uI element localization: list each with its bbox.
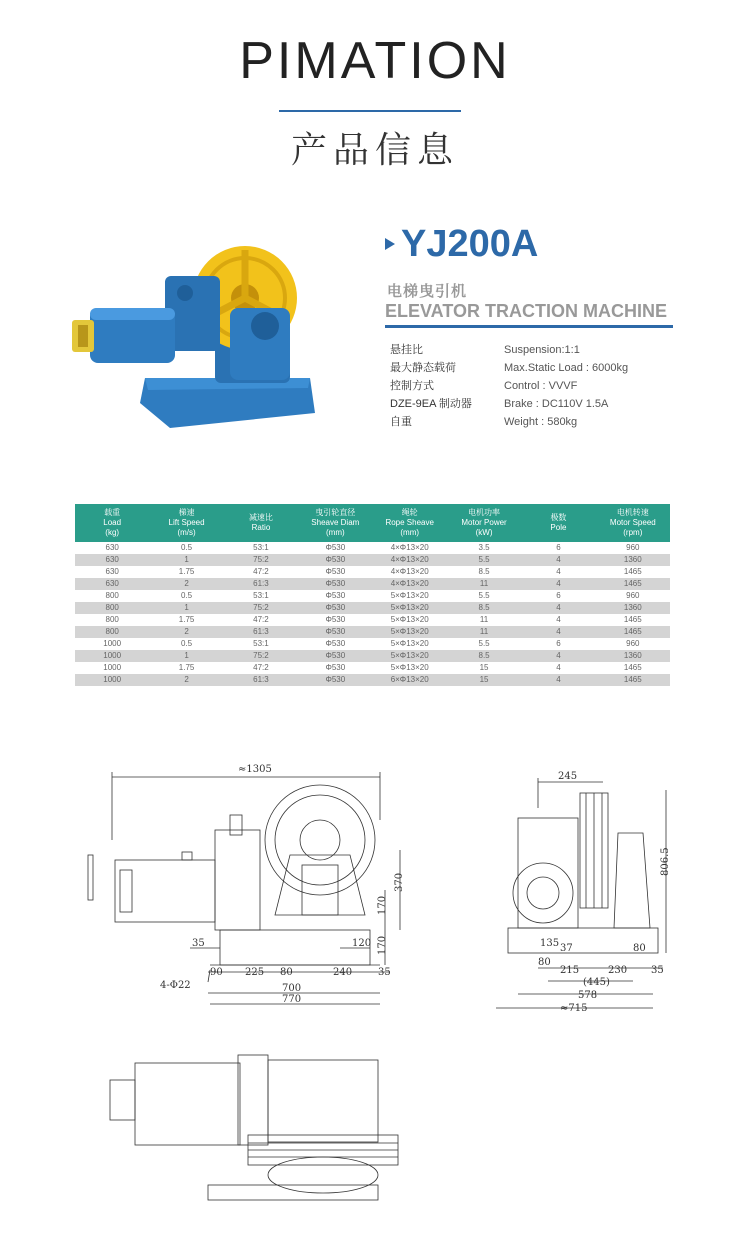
table-cell: 4: [521, 674, 595, 686]
spec-value: Brake : DC110V 1.5A: [504, 398, 609, 410]
table-cell: 6: [521, 590, 595, 602]
table-cell: Φ530: [298, 638, 372, 650]
table-cell: 630: [75, 578, 149, 590]
dim-h806: 806.5: [660, 847, 671, 876]
table-cell: Φ530: [298, 662, 372, 674]
table-cell: 61:3: [224, 578, 298, 590]
table-cell: Φ530: [298, 554, 372, 566]
table-cell: 960: [596, 542, 670, 554]
table-cell: 75:2: [224, 650, 298, 662]
table-cell: 53:1: [224, 590, 298, 602]
dim-715: ≈715: [560, 1003, 588, 1014]
table-cell: 1465: [596, 674, 670, 686]
dim-90: 90: [210, 967, 223, 978]
dim-80: 80: [280, 967, 293, 978]
table-cell: Φ530: [298, 566, 372, 578]
table-cell: 800: [75, 590, 149, 602]
table-row: [75, 614, 670, 626]
header-lift-speed: 梯速 Lift Speed (m/s): [149, 504, 223, 542]
header-load: 载重 Load (kg): [75, 504, 149, 542]
table-cell: 1360: [596, 602, 670, 614]
table-cell: 53:1: [224, 542, 298, 554]
spec-key: 控制方式: [390, 380, 434, 392]
header-rope-sheave: 绳轮 Rope Sheave (mm): [373, 504, 447, 542]
table-cell: 3.5: [447, 542, 521, 554]
table-row: [75, 602, 670, 614]
table-row: [75, 638, 670, 650]
table-cell: 630: [75, 542, 149, 554]
section-subtitle: 产品信息: [290, 129, 459, 170]
table-cell: 8.5: [447, 650, 521, 662]
table-cell: 47:2: [224, 662, 298, 674]
product-name-en: ELEVATOR TRACTION MACHINE: [385, 301, 667, 321]
table-cell: 1360: [596, 554, 670, 566]
header-pole: 极数 Pole: [521, 504, 595, 542]
table-cell: 6: [521, 542, 595, 554]
table-cell: 4: [521, 554, 595, 566]
table-row: [75, 674, 670, 686]
table-cell: 800: [75, 626, 149, 638]
dim-770: 770: [282, 994, 302, 1005]
table-cell: 800: [75, 602, 149, 614]
dim-35b: 35: [378, 967, 391, 978]
dim-245: 245: [558, 771, 578, 782]
table-cell: 75:2: [224, 602, 298, 614]
dim-overall: ≈1305: [238, 764, 272, 775]
table-cell: 75:2: [224, 554, 298, 566]
table-cell: Φ530: [298, 650, 372, 662]
table-cell: 6×Φ13×20: [373, 674, 447, 686]
spec-value: Control : VVVF: [504, 380, 578, 392]
table-cell: 11: [447, 614, 521, 626]
table-cell: 1000: [75, 674, 149, 686]
product-photo: [70, 228, 320, 438]
table-cell: 0.5: [149, 542, 223, 554]
table-cell: 1000: [75, 662, 149, 674]
dim-120: 120: [352, 938, 372, 949]
header-motor-power: 电机功率 Motor Power (kW): [447, 504, 521, 542]
dim-h170a: 170: [377, 895, 388, 915]
spec-key: 最大静态载荷: [390, 362, 456, 374]
table-cell: 5×Φ13×20: [373, 590, 447, 602]
table-cell: 8.5: [447, 566, 521, 578]
dim-35: 35: [192, 938, 205, 949]
table-cell: 1000: [75, 650, 149, 662]
dim-h370: 370: [394, 872, 405, 892]
model-heading: [385, 222, 538, 266]
header-sheave-diam: 曳引轮直径 Sheave Diam (mm): [298, 504, 372, 542]
spec-value: Weight : 580kg: [504, 416, 578, 428]
table-cell: 1: [149, 602, 223, 614]
product-name-cn: 电梯曳引机: [387, 283, 468, 300]
table-row: [75, 626, 670, 638]
table-row: [75, 566, 670, 578]
table-header-row: [75, 504, 670, 542]
table-cell: Φ530: [298, 590, 372, 602]
table-cell: 960: [596, 590, 670, 602]
table-cell: 11: [447, 626, 521, 638]
spec-value: Max.Static Load : 6000kg: [504, 362, 629, 374]
table-cell: 4: [521, 578, 595, 590]
table-cell: 1.75: [149, 662, 223, 674]
header-ratio: 减速比 Ratio: [224, 504, 298, 542]
table-cell: 1465: [596, 578, 670, 590]
table-cell: 4×Φ13×20: [373, 578, 447, 590]
table-row: [75, 542, 670, 554]
table-cell: 1465: [596, 566, 670, 578]
table-cell: 11: [447, 578, 521, 590]
name-underline: [385, 325, 673, 328]
table-cell: Φ530: [298, 542, 372, 554]
table-cell: 5×Φ13×20: [373, 626, 447, 638]
table-cell: 5.5: [447, 554, 521, 566]
table-cell: 8.5: [447, 602, 521, 614]
table-cell: 15: [447, 662, 521, 674]
dim-135: 135: [540, 938, 560, 949]
table-cell: 1: [149, 554, 223, 566]
table-cell: 1465: [596, 662, 670, 674]
table-body: [75, 542, 670, 686]
dim-80-left: 80: [538, 957, 551, 968]
table-cell: 1000: [75, 638, 149, 650]
header-motor-speed: 电机转速 Motor Speed (rpm): [596, 504, 670, 542]
table-cell: 1.75: [149, 566, 223, 578]
table-cell: 47:2: [224, 566, 298, 578]
table-cell: 4: [521, 566, 595, 578]
table-cell: 960: [596, 638, 670, 650]
table-cell: Φ530: [298, 674, 372, 686]
dim-37: 37: [560, 943, 573, 954]
brand-title: PIMATION: [239, 32, 511, 90]
title-divider: [279, 110, 461, 112]
top-view-drawing: [108, 1045, 403, 1205]
table-cell: 5.5: [447, 590, 521, 602]
table-cell: 5×Φ13×20: [373, 602, 447, 614]
side-view-drawing: [488, 768, 683, 1018]
spec-key: 自重: [390, 416, 412, 428]
table-cell: 0.5: [149, 638, 223, 650]
table-cell: 630: [75, 554, 149, 566]
table-cell: 800: [75, 614, 149, 626]
table-row: [75, 554, 670, 566]
table-cell: 2: [149, 578, 223, 590]
table-cell: 1.75: [149, 614, 223, 626]
dim-700: 700: [282, 983, 302, 994]
table-cell: Φ530: [298, 602, 372, 614]
triangle-marker-icon: [385, 238, 395, 250]
table-cell: 5×Φ13×20: [373, 638, 447, 650]
table-cell: 61:3: [224, 626, 298, 638]
table-cell: 4: [521, 650, 595, 662]
table-cell: 5.5: [447, 638, 521, 650]
table-cell: 1465: [596, 614, 670, 626]
table-cell: 5×Φ13×20: [373, 614, 447, 626]
spec-value: Suspension:1:1: [504, 344, 580, 356]
table-cell: 5×Φ13×20: [373, 662, 447, 674]
table-cell: 15: [447, 674, 521, 686]
table-cell: 4: [521, 614, 595, 626]
table-cell: 630: [75, 566, 149, 578]
table-cell: Φ530: [298, 614, 372, 626]
table-cell: 1465: [596, 626, 670, 638]
table-row: [75, 590, 670, 602]
table-row: [75, 662, 670, 674]
dim-225: 225: [245, 967, 265, 978]
table-cell: 47:2: [224, 614, 298, 626]
table-cell: 53:1: [224, 638, 298, 650]
spec-key: 悬挂比: [390, 344, 423, 356]
model-name: YJ200A: [401, 222, 539, 265]
table-cell: 61:3: [224, 674, 298, 686]
table-cell: Φ530: [298, 578, 372, 590]
dim-holes: 4-Φ22: [160, 980, 191, 991]
table-cell: 4: [521, 602, 595, 614]
table-cell: 2: [149, 674, 223, 686]
table-cell: Φ530: [298, 626, 372, 638]
dim-80-right: 80: [633, 943, 646, 954]
table-cell: 2: [149, 626, 223, 638]
table-cell: 4: [521, 662, 595, 674]
table-cell: 6: [521, 638, 595, 650]
dim-240: 240: [333, 967, 353, 978]
dim-230: 230: [608, 965, 628, 976]
table-row: [75, 578, 670, 590]
front-view-drawing: [80, 760, 410, 1010]
table-cell: 1360: [596, 650, 670, 662]
table-cell: 1: [149, 650, 223, 662]
table-cell: 4×Φ13×20: [373, 542, 447, 554]
dim-445: (445): [583, 977, 610, 988]
spec-key: DZE-9EA 制动器: [390, 398, 472, 410]
dim-35-side: 35: [651, 965, 664, 976]
table-cell: 4×Φ13×20: [373, 554, 447, 566]
table-cell: 0.5: [149, 590, 223, 602]
dim-h170b: 170: [377, 935, 388, 955]
table-cell: 5×Φ13×20: [373, 650, 447, 662]
table-cell: 4: [521, 626, 595, 638]
table-cell: 4×Φ13×20: [373, 566, 447, 578]
spec-table: [75, 504, 670, 686]
table-row: [75, 650, 670, 662]
dim-578: 578: [578, 990, 598, 1001]
dim-215: 215: [560, 965, 580, 976]
